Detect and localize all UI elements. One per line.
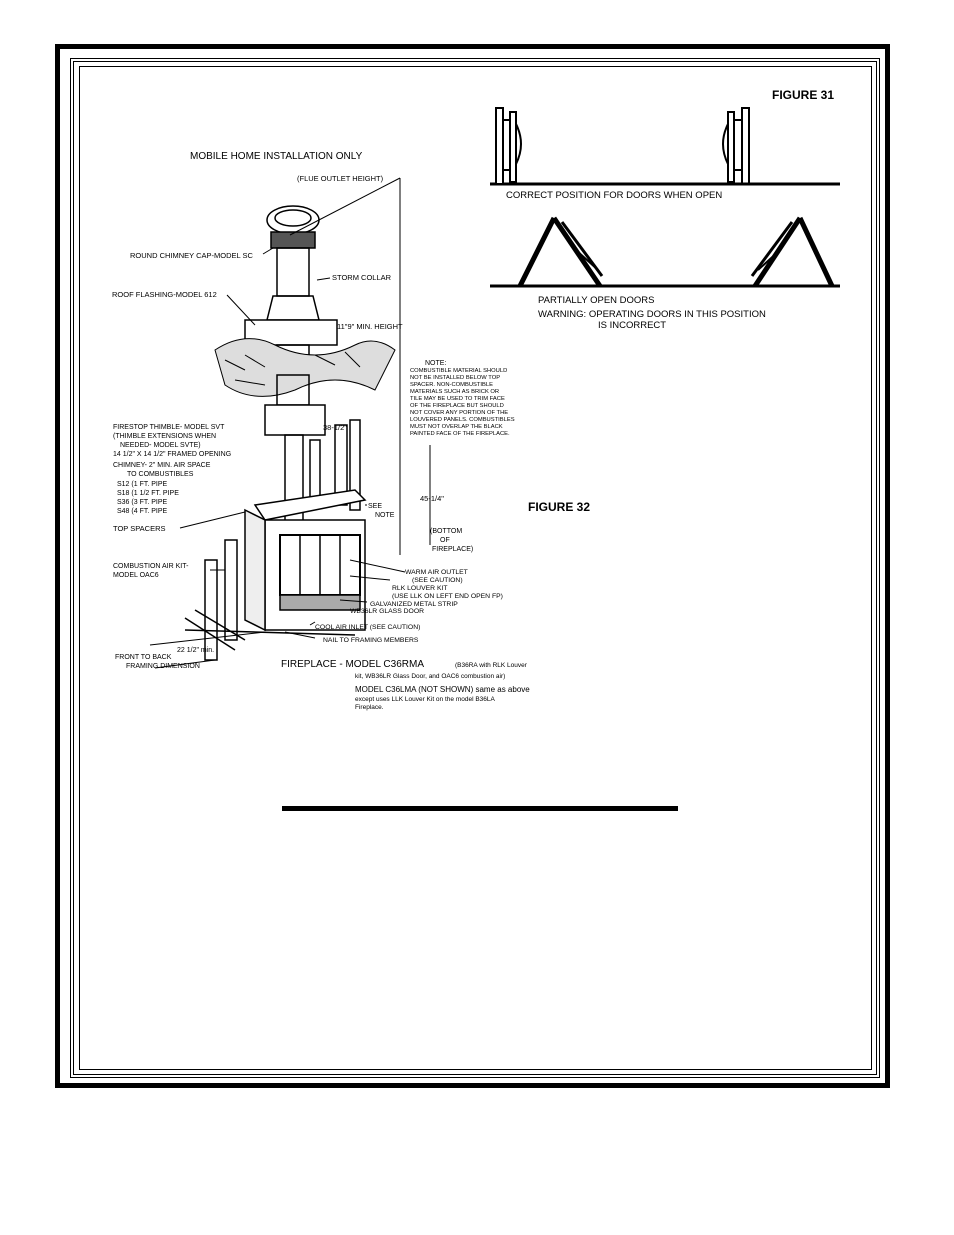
roof-flashing-label: ROOF FLASHING-MODEL 612 <box>112 290 217 299</box>
dim-45-label: 45-1/4" <box>420 494 444 503</box>
svg-text:FRAMING DIMENSION: FRAMING DIMENSION <box>126 663 200 670</box>
lma-title: MODEL C36LMA (NOT SHOWN) same as above <box>355 685 530 694</box>
svg-text:NOTE: NOTE <box>375 512 395 519</box>
min-height-label: 11"9" MIN. HEIGHT <box>337 322 403 331</box>
svg-text:PAINTED FACE OF THE FIREPL: PAINTED FACE OF THE FIREPLACE. <box>410 431 510 437</box>
svg-text:NEEDED- MODEL SVTE): NEEDED- MODEL SVTE) <box>120 442 201 449</box>
svg-text:COMBUSTIBLE MATERIAL SHOULD: COMBUSTIBLE MATERIAL SHOULD <box>410 368 508 374</box>
svg-text:(BOTTOM: (BOTTOM <box>430 528 463 535</box>
combustion-kit-label <box>113 563 189 579</box>
partial-open-caption: PARTIALLY OPEN DOORS <box>538 295 655 306</box>
lma-detail-2: Fireplace. <box>355 704 384 711</box>
front-back-label <box>115 654 200 670</box>
svg-text:TO COMBUSTIBLES: TO COMBUSTIBLES <box>127 471 194 478</box>
chimney-cap <box>267 206 319 248</box>
svg-text:MATERIALS SUCH AS BRICK OR: MATERIALS SUCH AS BRICK OR <box>410 389 500 395</box>
svg-text:CHIMNEY- 2" MIN. AIR SPACE: CHIMNEY- 2" MIN. AIR SPACE <box>113 462 211 469</box>
svg-text:GALVANIZED METAL STRIP: GALVANIZED METAL STRIP <box>370 601 458 608</box>
svg-text:NOT BE INSTALLED BELOW TOP: NOT BE INSTALLED BELOW TOP <box>410 375 501 381</box>
correct-position-caption: CORRECT POSITION FOR DOORS WHEN OPEN <box>506 190 723 201</box>
svg-text:S12 (1 FT. PIPE: S12 (1 FT. PIPE <box>117 481 168 488</box>
svg-text:COOL AIR INLET (SEE CAU: COOL AIR INLET (SEE CAUTION) <box>315 624 421 631</box>
svg-text:(THIMBLE EXTENSIONS WHEN: (THIMBLE EXTENSIONS WHEN <box>113 433 217 440</box>
pipe-list <box>117 481 179 515</box>
chimney-pipe <box>277 248 309 296</box>
svg-text:MUST NOT OVERLAP THE BLACK: MUST NOT OVERLAP THE BLACK <box>410 424 503 430</box>
svg-text:SPACER. NON-COMBUSTIBLE: SPACER. NON-COMBUSTIBLE <box>410 382 493 388</box>
dim-38-label: 38-1/2" <box>323 423 347 432</box>
figure-31-label: FIGURE 31 <box>772 88 835 102</box>
svg-text:LOUVERED PANELS. COMBUSTIBLES: LOUVERED PANELS. COMBUSTIBLES <box>410 417 515 423</box>
figure-32-diagram <box>105 140 595 715</box>
svg-text:RLK LOUVER KIT: RLK LOUVER KIT <box>392 585 448 592</box>
chimney-airspace-label <box>113 462 211 478</box>
fig32-title: MOBILE HOME INSTALLATION ONLY <box>190 151 363 162</box>
svg-text:OF THE FIREPLACE BUT SHOUL: OF THE FIREPLACE BUT SHOULD <box>410 403 504 409</box>
lma-detail-1: except uses LLK Louver Kit on the model B36LA <box>355 696 495 703</box>
svg-text:OF: OF <box>440 537 450 544</box>
figure-32-label: FIGURE 32 <box>528 500 591 514</box>
svg-text:NOT COVER ANY PORTION OF: NOT COVER ANY PORTION OF THE <box>410 410 509 416</box>
fp-detail-2: kit, WB36LR Glass Door, and OAC6 combustion air) <box>355 673 506 680</box>
svg-text:COMBUSTION AIR KIT-: COMBUSTION AIR KIT- <box>113 563 189 570</box>
roof-section <box>215 339 395 397</box>
firestop-label <box>113 424 231 458</box>
svg-text:WB36LR GLASS DOOR: WB36LR GLASS DOOR <box>350 608 425 615</box>
svg-text:(USE LLK ON LEFT END OPEN: (USE LLK ON LEFT END OPEN FP) <box>392 593 503 600</box>
open-door-right <box>723 108 749 184</box>
svg-text:FIRESTOP THIMBLE- MODEL SVT: FIRESTOP THIMBLE- MODEL SVT <box>113 424 225 431</box>
firestop-thimble <box>265 405 325 435</box>
section-divider <box>282 806 678 811</box>
note-title: NOTE: <box>425 360 447 367</box>
bottom-fireplace-label <box>430 528 473 553</box>
svg-text:TILE MAY BE USED TO TRIM: TILE MAY BE USED TO TRIM FACE <box>410 396 505 402</box>
partial-door-right <box>752 218 832 286</box>
dim-22-label: 22 1/2" min. <box>177 647 215 654</box>
svg-text:WARM AIR OUTLET: WARM AIR OUTLET <box>405 569 468 576</box>
fireplace-unit <box>245 490 365 630</box>
chimney-cap-label: ROUND CHIMNEY CAP-MODEL SC <box>130 251 253 260</box>
svg-text:FRONT TO BACK: FRONT TO BACK <box>115 654 172 661</box>
svg-text:MODEL OAC6: MODEL OAC6 <box>113 572 159 579</box>
svg-text:NAIL TO FRAMING MEMBERS: NAIL TO FRAMING MEMBERS <box>323 637 419 644</box>
warning-line-2: IS INCORRECT <box>598 320 667 331</box>
svg-text:14 1/2" X 14 1/2" FRAMED: 14 1/2" X 14 1/2" FRAMED OPENING <box>113 451 232 458</box>
svg-text:(SEE CAUTION): (SEE CAUTION) <box>412 577 463 584</box>
svg-text:S48 (4 FT. PIPE: S48 (4 FT. PIPE <box>117 508 168 515</box>
storm-collar <box>267 296 319 320</box>
fp-model-label: FIREPLACE - MODEL C36RMA <box>281 659 424 670</box>
fp-detail-1: (B36RA with RLK Louver <box>455 662 527 669</box>
svg-text:S18 (1 1/2 FT. PIPE: S18 (1 1/2 FT. PIPE <box>117 490 179 497</box>
svg-text:S36 (3 FT. PIPE: S36 (3 FT. PIPE <box>117 499 168 506</box>
flue-outlet-label: (FLUE OUTLET HEIGHT) <box>297 174 384 183</box>
see-note-label <box>368 503 395 519</box>
warning-line-1: WARNING: OPERATING DOORS IN THIS POSITION <box>538 309 766 320</box>
note-block <box>410 368 515 437</box>
storm-collar-label: STORM COLLAR <box>332 273 392 282</box>
svg-text:SEE: SEE <box>368 503 383 510</box>
top-spacers-label: TOP SPACERS <box>113 524 166 533</box>
svg-text:FIREPLACE): FIREPLACE) <box>432 546 474 553</box>
